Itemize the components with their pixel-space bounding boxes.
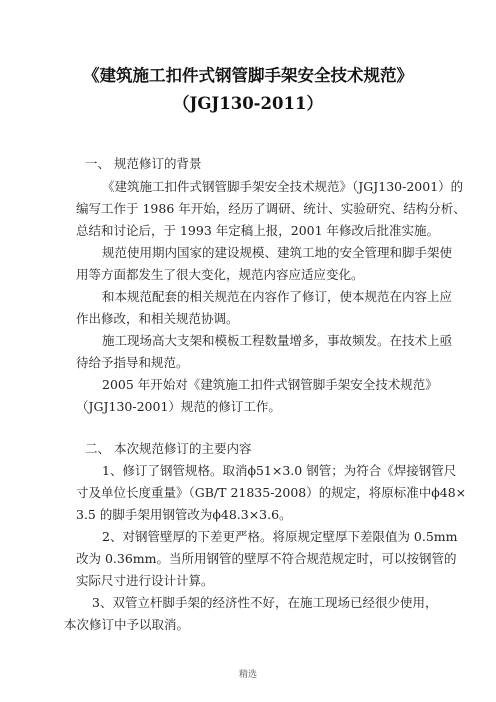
page-footer: 精选: [238, 670, 257, 680]
paragraph-line: 规范使用期内国家的建设规模、建筑工地的安全管理和脚手架使: [102, 245, 453, 260]
paragraph-line: 作出修改，和相关规范协调。: [76, 311, 239, 326]
paragraph-line: 实际尺寸进行设计计算。: [76, 573, 214, 588]
paragraph-line: 和本规范配套的相关规范在内容作了修订，使本规范在内容上应: [102, 289, 453, 304]
paragraph-line: 《建筑施工扣件式钢管脚手架安全技术规范》（JGJ130-2001）的: [102, 179, 464, 194]
paragraph-line: 总结和讨论后，于 1993 年定稿上报，2001 年修改后批准实施。: [76, 223, 440, 238]
paragraph-line: （JGJ130-2001）规范的修订工作。: [76, 399, 281, 414]
paragraph-line: 2005 年开始对《建筑施工扣件式钢管脚手架安全技术规范》: [102, 377, 438, 392]
paragraph-line: 2、对钢管壁厚的下差更严格。将原规定壁厚下差限值为 0.5mm: [102, 529, 458, 544]
paragraph-line: 待给予指导和规范。: [76, 355, 189, 370]
paragraph-line: 编写工作于 1986 年开始，经历了调研、统计、实验研究、结构分析、: [76, 201, 466, 216]
paragraph-line: 改为 0.36mm。当所用钢管的壁厚不符合规范规定时，可以按钢管的: [76, 551, 457, 566]
paragraph-line: 施工现场高大支架和模板工程数量增多，事故频发。在技术上亟: [102, 333, 453, 348]
document-title: 《建筑施工扣件式钢管脚手架安全技术规范》: [83, 66, 413, 85]
paragraph-line: 1、修订了钢管规格。取消ϕ51×3.0 钢管；为符合《焊接钢管尺: [102, 463, 457, 478]
paragraph-line: 3、双管立杆脚手架的经济性不好，在施工现场已经很少使用，: [92, 595, 438, 610]
section-1-heading: 一、 规范修订的背景: [85, 156, 202, 171]
paragraph-line: 本次修订中予以取消。: [64, 617, 190, 632]
paragraph-line: 3.5 的脚手架用钢管改为ϕ48.3×3.6。: [76, 507, 292, 522]
document-code: （JGJ130-2011）: [173, 94, 323, 113]
paragraph-line: 寸及单位长度重量》（GB/T 21835-2008）的规定，将原标准中ϕ48×: [76, 485, 467, 500]
section-2-heading: 二、 本次规范修订的主要内容: [85, 441, 252, 456]
paragraph-line: 用等方面都发生了很大变化，规范内容应适应变化。: [76, 267, 364, 282]
